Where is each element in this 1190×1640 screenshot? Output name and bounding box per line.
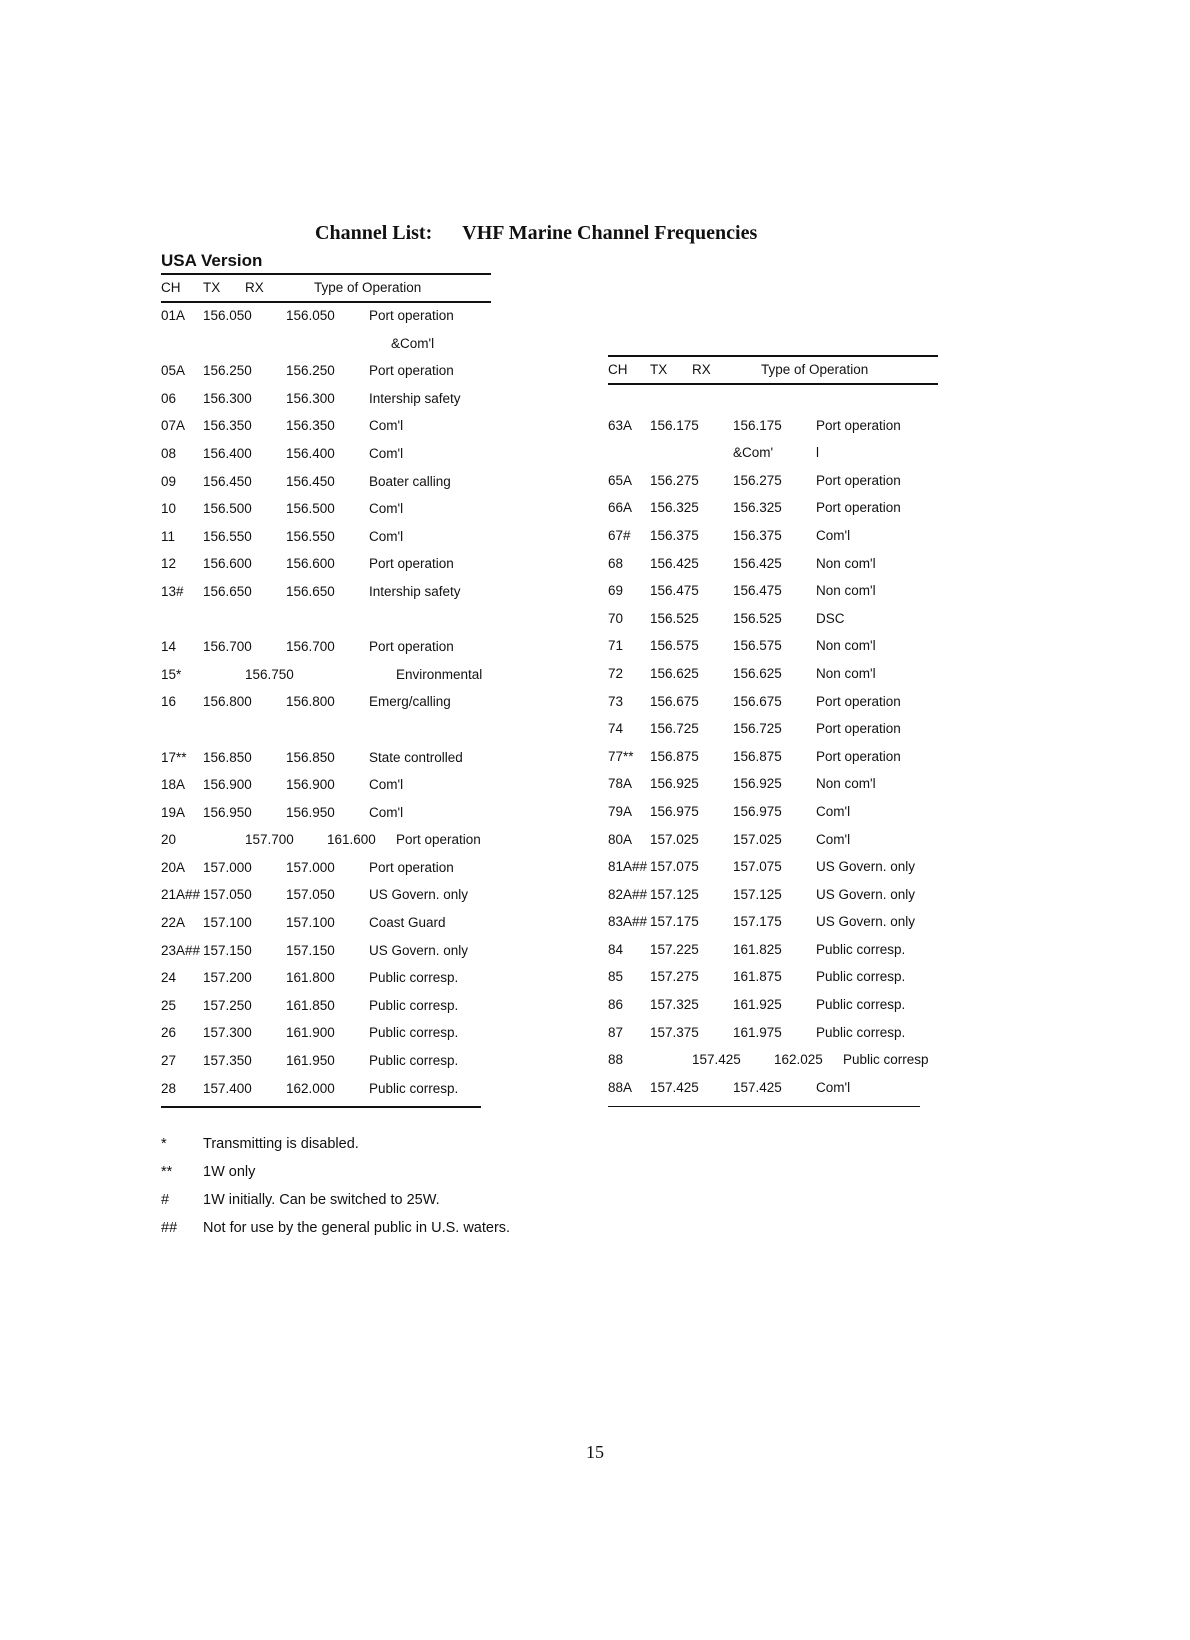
cell-ch: 74 bbox=[608, 721, 624, 737]
cell-tx: 156.350 bbox=[203, 418, 252, 434]
table-row bbox=[161, 799, 491, 827]
cell-type: Port operation bbox=[816, 500, 901, 516]
cell-ch: 17** bbox=[161, 749, 187, 765]
cell-tx: 156.275 bbox=[650, 472, 699, 488]
cell-tx: 156.525 bbox=[650, 610, 699, 626]
cell-ch: 80A bbox=[608, 831, 633, 847]
cell-tx: 156.700 bbox=[203, 639, 252, 655]
cell-tx: 156.375 bbox=[650, 527, 699, 543]
cell-rx: 156.700 bbox=[286, 639, 335, 655]
table-bottom-rule bbox=[608, 1106, 920, 1108]
cell-type: Public corresp. bbox=[816, 997, 906, 1013]
right-channel-table bbox=[608, 356, 938, 1101]
cell-ch: 70 bbox=[608, 610, 624, 626]
cell-tx: 157.225 bbox=[650, 941, 699, 957]
header-ch: CH bbox=[608, 362, 628, 377]
cell-type: Public corresp. bbox=[816, 1024, 906, 1040]
cell-ch: 81A## bbox=[608, 859, 648, 875]
cell-tx: 156.600 bbox=[203, 556, 252, 572]
cell-type: Public corresp. bbox=[369, 1025, 459, 1041]
cell-type: US Govern. only bbox=[816, 859, 916, 875]
cell-type: Non com'l bbox=[816, 638, 876, 654]
table-row bbox=[608, 1019, 938, 1047]
cell-rx: 156.650 bbox=[286, 583, 335, 599]
cell-rx: 156.275 bbox=[733, 472, 782, 488]
cell-rx: 156.350 bbox=[286, 418, 335, 434]
cell-ch: 19A bbox=[161, 804, 186, 820]
page-title bbox=[315, 222, 757, 245]
cell-tx: 157.050 bbox=[203, 887, 252, 903]
cell-tx: 156.175 bbox=[650, 417, 699, 433]
table-row bbox=[161, 1075, 491, 1103]
table-row bbox=[161, 357, 491, 385]
cell-rx: 156.900 bbox=[286, 777, 335, 793]
cell-type: Com'l bbox=[369, 418, 404, 434]
cell-ch: 83A## bbox=[608, 914, 648, 930]
cell-tx: 156.850 bbox=[203, 749, 252, 765]
cell-tx: 157.000 bbox=[203, 859, 252, 875]
cell-tx: 156.650 bbox=[203, 583, 252, 599]
table-row bbox=[161, 330, 491, 358]
cell-rx: 162.025 bbox=[774, 1052, 823, 1068]
cell-tx: 156.900 bbox=[203, 777, 252, 793]
cell-rx: 157.025 bbox=[733, 831, 782, 847]
table-row bbox=[161, 412, 491, 440]
cell-rx: 157.000 bbox=[286, 859, 335, 875]
cell-rx: 156.600 bbox=[286, 556, 335, 572]
cell-type: Boater calling bbox=[369, 473, 451, 489]
cell-ch: 13# bbox=[161, 583, 184, 599]
table-row bbox=[608, 605, 938, 633]
cell-type: &Com'l bbox=[391, 335, 435, 351]
cell-type: Intership safety bbox=[369, 583, 461, 599]
table-row bbox=[161, 661, 491, 689]
table-row bbox=[161, 964, 491, 992]
cell-rx: 157.050 bbox=[286, 887, 335, 903]
cell-type: Com'l bbox=[369, 501, 404, 517]
cell-ch: 24 bbox=[161, 970, 177, 986]
table-row bbox=[608, 1074, 938, 1102]
cell-tx: 157.025 bbox=[650, 831, 699, 847]
cell-rx: 161.875 bbox=[733, 969, 782, 985]
footnote-symbol: ** bbox=[161, 1164, 173, 1180]
cell-type: Port operation bbox=[816, 417, 901, 433]
cell-tx: 157.150 bbox=[203, 942, 252, 958]
cell-ch: 09 bbox=[161, 473, 177, 489]
table-bottom-rule bbox=[161, 1106, 481, 1108]
cell-ch: 28 bbox=[161, 1080, 177, 1096]
cell-type: Port operation bbox=[369, 556, 454, 572]
cell-tx: 156.050 bbox=[203, 308, 252, 323]
cell-tx: 157.200 bbox=[203, 970, 252, 986]
cell-tx: 156.450 bbox=[203, 473, 252, 489]
table-row bbox=[161, 771, 491, 799]
cell-tx: 157.700 bbox=[245, 832, 294, 848]
cell-type: Public corresp. bbox=[369, 1053, 459, 1069]
cell-tx: 156.575 bbox=[650, 638, 699, 654]
left-table-body bbox=[161, 302, 491, 1102]
cell-ch: 08 bbox=[161, 445, 177, 461]
cell-type: Com'l bbox=[369, 445, 404, 461]
cell-rx: 156.325 bbox=[733, 500, 782, 516]
cell-ch: 65A bbox=[608, 472, 633, 488]
cell-rx: 156.475 bbox=[733, 583, 782, 599]
cell-rx: 161.975 bbox=[733, 1024, 782, 1040]
cell-tx: 156.950 bbox=[203, 804, 252, 820]
cell-ch: 12 bbox=[161, 556, 177, 572]
title-right: VHF Marine Channel Frequencies bbox=[462, 222, 758, 244]
cell-tx: 157.325 bbox=[650, 997, 699, 1013]
cell-type: Non com'l bbox=[816, 583, 876, 599]
cell-tx: 156.800 bbox=[203, 694, 252, 710]
cell-ch: 10 bbox=[161, 501, 177, 517]
cell-tx: 157.250 bbox=[203, 997, 252, 1013]
cell-ch: 25 bbox=[161, 997, 177, 1013]
cell-tx: 156.750 bbox=[245, 666, 294, 682]
cell-tx: 157.125 bbox=[650, 886, 699, 902]
left-channel-table bbox=[161, 274, 491, 1102]
cell-rx: 156.525 bbox=[733, 610, 782, 626]
cell-ch: 26 bbox=[161, 1025, 177, 1041]
table-row bbox=[608, 577, 938, 605]
cell-type: State controlled bbox=[369, 749, 463, 765]
version-subtitle: USA Version bbox=[161, 251, 263, 270]
cell-tx: 156.300 bbox=[203, 390, 252, 406]
table-row bbox=[161, 495, 491, 523]
table-row bbox=[161, 1047, 491, 1075]
table-row bbox=[161, 909, 491, 937]
cell-rx: 156.400 bbox=[286, 445, 335, 461]
table-row bbox=[608, 494, 938, 522]
footnote-text: 1W only bbox=[203, 1164, 256, 1180]
table-row bbox=[161, 1019, 491, 1047]
cell-rx: 156.875 bbox=[733, 748, 782, 764]
cell-type: Non com'l bbox=[816, 555, 876, 571]
cell-tx: 157.350 bbox=[203, 1053, 252, 1069]
header-top-rule bbox=[608, 355, 938, 357]
cell-type: Port operation bbox=[816, 693, 901, 709]
cell-rx: 156.300 bbox=[286, 390, 335, 406]
cell-type: Com'l bbox=[816, 1079, 851, 1095]
table-row bbox=[608, 826, 938, 854]
cell-rx: 156.550 bbox=[286, 528, 335, 544]
cell-type: US Govern. only bbox=[369, 942, 469, 958]
cell-type: Com'l bbox=[369, 804, 404, 820]
table-row bbox=[608, 439, 938, 467]
cell-tx: 156.875 bbox=[650, 748, 699, 764]
cell-tx: 156.425 bbox=[650, 555, 699, 571]
cell-ch: 85 bbox=[608, 969, 624, 985]
table-row bbox=[608, 798, 938, 826]
footnote-text: Transmitting is disabled. bbox=[203, 1136, 359, 1152]
cell-ch: 16 bbox=[161, 694, 177, 710]
table-row bbox=[161, 854, 491, 882]
header-type: Type of Operation bbox=[314, 280, 422, 295]
cell-type: l bbox=[816, 445, 819, 461]
cell-type: Port operation bbox=[369, 859, 454, 875]
footnote-text: Not for use by the general public in U.S. waters. bbox=[203, 1220, 511, 1236]
cell-tx: 157.425 bbox=[692, 1052, 741, 1068]
cell-rx: 161.900 bbox=[286, 1025, 335, 1041]
table-row bbox=[161, 716, 491, 744]
cell-ch: 18A bbox=[161, 777, 186, 793]
cell-ch: 77** bbox=[608, 748, 634, 764]
right-table-body bbox=[608, 384, 938, 1101]
cell-tx: 157.375 bbox=[650, 1024, 699, 1040]
cell-rx: 156.850 bbox=[286, 749, 335, 765]
table-row bbox=[161, 302, 491, 330]
header-tx: TX bbox=[650, 362, 668, 377]
cell-type: Non com'l bbox=[816, 665, 876, 681]
cell-type: US Govern. only bbox=[816, 914, 916, 930]
table-row bbox=[161, 633, 491, 661]
cell-ch: 71 bbox=[608, 638, 624, 654]
table-row bbox=[161, 440, 491, 468]
cell-type: Public corresp. bbox=[369, 1080, 459, 1096]
cell-rx: 161.600 bbox=[327, 832, 376, 848]
cell-ch: 69 bbox=[608, 583, 624, 599]
cell-tx: 156.325 bbox=[650, 500, 699, 516]
cell-ch: 27 bbox=[161, 1053, 177, 1069]
table-row bbox=[608, 412, 938, 440]
cell-rx: 156.675 bbox=[733, 693, 782, 709]
cell-ch: 06 bbox=[161, 390, 177, 406]
cell-type: Public corresp. bbox=[369, 970, 459, 986]
cell-ch: 05A bbox=[161, 363, 186, 379]
cell-tx: 156.500 bbox=[203, 501, 252, 517]
table-row bbox=[161, 881, 491, 909]
cell-tx: 156.625 bbox=[650, 665, 699, 681]
cell-rx: 157.100 bbox=[286, 915, 335, 931]
table-row bbox=[161, 937, 491, 965]
table-header bbox=[608, 356, 938, 384]
title-left: Channel List: bbox=[315, 222, 433, 244]
cell-ch: 14 bbox=[161, 639, 177, 655]
cell-ch: 88 bbox=[608, 1052, 624, 1068]
cell-tx: 156.250 bbox=[203, 363, 252, 379]
table-header bbox=[161, 274, 491, 302]
cell-tx: 156.550 bbox=[203, 528, 252, 544]
cell-tx: 157.275 bbox=[650, 969, 699, 985]
table-row bbox=[161, 578, 491, 606]
table-row bbox=[608, 881, 938, 909]
cell-ch: 63A bbox=[608, 417, 633, 433]
cell-type: Port operation bbox=[369, 363, 454, 379]
cell-rx: 161.950 bbox=[286, 1053, 335, 1069]
cell-type: Emerg/calling bbox=[369, 694, 451, 710]
cell-type: Environmental bbox=[396, 666, 483, 682]
cell-ch: 20 bbox=[161, 832, 177, 848]
table-row bbox=[161, 550, 491, 578]
cell-type: Public corresp bbox=[843, 1052, 929, 1068]
table-row bbox=[161, 468, 491, 496]
cell-ch: 66A bbox=[608, 500, 633, 516]
cell-ch: 15* bbox=[161, 666, 182, 682]
table-row bbox=[608, 908, 938, 936]
cell-type: Port operation bbox=[816, 748, 901, 764]
cell-type: Public corresp. bbox=[816, 969, 906, 985]
cell-rx: 156.800 bbox=[286, 694, 335, 710]
cell-type: Port operation bbox=[396, 832, 481, 848]
cell-rx: 157.075 bbox=[733, 859, 782, 875]
cell-rx: 156.975 bbox=[733, 803, 782, 819]
header-top-rule bbox=[161, 273, 491, 275]
page-number: 15 bbox=[586, 1442, 604, 1462]
cell-type: Port operation bbox=[816, 721, 901, 737]
cell-ch: 73 bbox=[608, 693, 624, 709]
cell-type: Public corresp. bbox=[369, 997, 459, 1013]
table-row bbox=[608, 688, 938, 716]
table-row bbox=[608, 770, 938, 798]
header-type: Type of Operation bbox=[761, 362, 869, 377]
cell-rx: 156.950 bbox=[286, 804, 335, 820]
cell-type: Com'l bbox=[369, 528, 404, 544]
cell-rx: 156.500 bbox=[286, 501, 335, 517]
cell-type: US Govern. only bbox=[816, 886, 916, 902]
table-row bbox=[161, 688, 491, 716]
cell-rx: 156.250 bbox=[286, 363, 335, 379]
cell-ch: 87 bbox=[608, 1024, 624, 1040]
cell-ch: 23A## bbox=[161, 942, 201, 958]
cell-rx: &Com' bbox=[733, 445, 774, 461]
cell-rx: 156.375 bbox=[733, 527, 782, 543]
cell-rx: 156.450 bbox=[286, 473, 335, 489]
cell-type: Port operation bbox=[369, 639, 454, 655]
cell-rx: 162.000 bbox=[286, 1080, 335, 1096]
cell-tx: 156.475 bbox=[650, 583, 699, 599]
cell-tx: 156.925 bbox=[650, 776, 699, 792]
cell-type: DSC bbox=[816, 610, 845, 626]
header-ch: CH bbox=[161, 280, 181, 295]
cell-rx: 161.800 bbox=[286, 970, 335, 986]
table-row bbox=[608, 963, 938, 991]
cell-type: Intership safety bbox=[369, 390, 461, 406]
cell-rx: 157.175 bbox=[733, 914, 782, 930]
cell-ch: 22A bbox=[161, 915, 186, 931]
table-row bbox=[608, 384, 938, 412]
header-rx: RX bbox=[692, 362, 711, 377]
cell-ch: 79A bbox=[608, 803, 633, 819]
cell-rx: 157.125 bbox=[733, 886, 782, 902]
footnote-symbol: # bbox=[161, 1192, 170, 1208]
cell-ch: 21A## bbox=[161, 887, 201, 903]
cell-type: Com'l bbox=[816, 803, 851, 819]
table-row bbox=[608, 743, 938, 771]
cell-tx: 156.975 bbox=[650, 803, 699, 819]
cell-tx: 157.175 bbox=[650, 914, 699, 930]
table-row bbox=[608, 991, 938, 1019]
table-row bbox=[608, 853, 938, 881]
table-row bbox=[608, 632, 938, 660]
cell-rx: 156.925 bbox=[733, 776, 782, 792]
cell-tx: 156.400 bbox=[203, 445, 252, 461]
cell-rx: 161.850 bbox=[286, 997, 335, 1013]
header-tx: TX bbox=[203, 280, 221, 295]
cell-type: Port operation bbox=[369, 308, 454, 323]
cell-ch: 88A bbox=[608, 1079, 633, 1095]
cell-type: Com'l bbox=[816, 831, 851, 847]
header-rx: RX bbox=[245, 280, 264, 295]
table-row bbox=[608, 1046, 938, 1074]
cell-type: US Govern. only bbox=[369, 887, 469, 903]
cell-tx: 157.075 bbox=[650, 859, 699, 875]
table-row bbox=[161, 744, 491, 772]
cell-ch: 86 bbox=[608, 997, 624, 1013]
cell-ch: 67# bbox=[608, 527, 631, 543]
cell-tx: 157.425 bbox=[650, 1079, 699, 1095]
table-row bbox=[608, 936, 938, 964]
cell-rx: 161.825 bbox=[733, 941, 782, 957]
cell-tx: 157.100 bbox=[203, 915, 252, 931]
table-row bbox=[608, 467, 938, 495]
table-row bbox=[608, 550, 938, 578]
cell-rx: 156.425 bbox=[733, 555, 782, 571]
cell-rx: 156.050 bbox=[286, 308, 335, 323]
table-row bbox=[608, 715, 938, 743]
footnote-symbol: ## bbox=[161, 1220, 178, 1236]
cell-ch: 82A## bbox=[608, 886, 648, 902]
cell-type: Com'l bbox=[369, 777, 404, 793]
cell-ch: 84 bbox=[608, 941, 624, 957]
cell-ch: 11 bbox=[161, 528, 176, 544]
cell-tx: 157.400 bbox=[203, 1080, 252, 1096]
cell-tx: 156.675 bbox=[650, 693, 699, 709]
cell-ch: 01A bbox=[161, 308, 186, 323]
cell-ch: 07A bbox=[161, 418, 186, 434]
cell-ch: 78A bbox=[608, 776, 633, 792]
table-row bbox=[608, 660, 938, 688]
cell-ch: 72 bbox=[608, 665, 624, 681]
table-row bbox=[161, 523, 491, 551]
cell-ch: 68 bbox=[608, 555, 624, 571]
cell-rx: 161.925 bbox=[733, 997, 782, 1013]
cell-type: Non com'l bbox=[816, 776, 876, 792]
cell-rx: 156.575 bbox=[733, 638, 782, 654]
cell-rx: 157.150 bbox=[286, 942, 335, 958]
table-row bbox=[161, 826, 491, 854]
cell-tx: 157.300 bbox=[203, 1025, 252, 1041]
cell-tx: 156.725 bbox=[650, 721, 699, 737]
cell-type: Coast Guard bbox=[369, 915, 446, 931]
cell-rx: 156.175 bbox=[733, 417, 782, 433]
cell-rx: 156.725 bbox=[733, 721, 782, 737]
cell-rx: 157.425 bbox=[733, 1079, 782, 1095]
table-row bbox=[161, 606, 491, 634]
cell-type: Public corresp. bbox=[816, 941, 906, 957]
cell-ch: 20A bbox=[161, 859, 186, 875]
cell-type: Com'l bbox=[816, 527, 851, 543]
table-row bbox=[161, 385, 491, 413]
cell-rx: 156.625 bbox=[733, 665, 782, 681]
table-row bbox=[608, 522, 938, 550]
cell-type: Port operation bbox=[816, 472, 901, 488]
footnote-text: 1W initially. Can be switched to 25W. bbox=[203, 1192, 440, 1208]
table-row bbox=[161, 992, 491, 1020]
footnote-symbol: * bbox=[161, 1136, 167, 1152]
